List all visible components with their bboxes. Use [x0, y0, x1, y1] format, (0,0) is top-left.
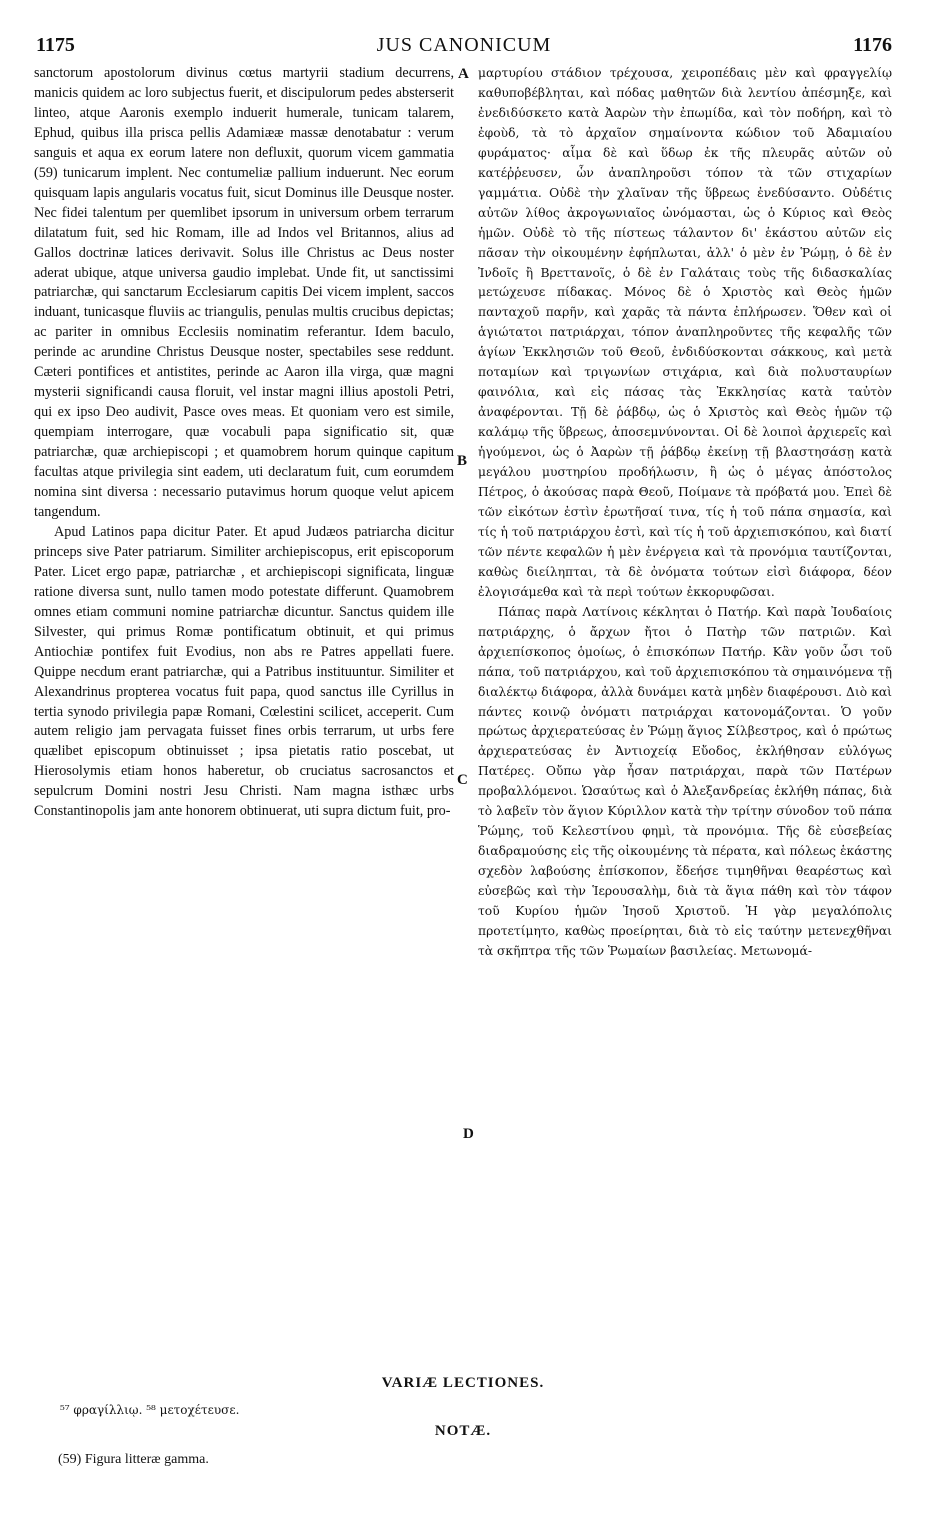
margin-marker-a: A	[458, 66, 469, 82]
page-number-left: 1175	[36, 34, 75, 56]
variae-lectiones-heading: VARIÆ LECTIONES.	[381, 1375, 545, 1391]
greek-paragraph-1: μαρτυρίου στάδιον τρέχουσα, χειροπέδαις μὲν καὶ φραγγελίῳ καθυποβέβληται, καὶ πόδας μαθητῶν διὰ λεντίου ἀπέσμηξε, καὶ ἐνεδιδύσκετο κατὰ Ἀαρὼν τὴν ἐπωμίδα, καὶ τὸν ποδήρη, καὶ τὸ ἐφοὺδ, τὰ τὸ ἀρχαῖον σημαίνοντα κώδιον τοῦ Ἀδαμιαίου φυράματος· αἷμα δὲ καὶ ὕδωρ ἐκ τῆς πλευρᾶς αὐτῶν οὐ κατέῤῥευσεν, ὧν ἀναπληροῦσι τόπον τὰ τῶν στιχαρίων γαμμάτια. Οὐδὲ τὴν χλαῖναν τῆς ὕβρεως ἐνεδύσαντο. Οὐδέτις αὐτῶν λίθος ἀκρογωνιαῖος ὠνόμασται, ὡς ὁ Κύριος καὶ Θεὸς ἡμῶν. Οὐδὲ τὸ τῆς πίστεως τάλαντον δι' ἑκάστου αὐτῶν εἰς πᾶσαν τὴν οἰκουμένην ἐφήπλωται, ἀλλ' ὁ μὲν ἐν Ῥώμῃ, ὁ δὲ ἐν Ἰνδοῖς ἢ Βρεττανοῖς, ὁ δὲ ἐν Γαλάταις τοὺς τῆς διδασκαλίας μετώχευσε πίδακας. Μόνος δὲ ὁ Χριστὸς καὶ Θεὸς ἡμῶν πανταχοῦ παρῆν, καὶ χαρᾶς τὰ πάντα ἐπλήρωσεν. Ὅθεν καὶ οἱ ἁγιώτατοι πατριάρχαι, τόπον ἀναπληροῦντες τῆς κεφαλῆς τῶν ἁγίων Ἐκκλησιῶν τοῦ Θεοῦ, ἐνδιδύσκονται σάκκους, καὶ μετὰ ποταμίων καὶ τριγωνίων στιχάρια, καὶ διὰ πολυσταυρίων φαινόλια, καὶ εἰς πάσας τὰς Ἐκκλησίας κατὰ ταὐτὸν ἀναφέρονται. Τῇ δὲ ῥάβδῳ, ὡς ὁ Χριστὸς καὶ Θεὸς ἡμῶν τῷ καλάμῳ τῆς ὕβρεως, ἀποσεμνύνονται. Οἱ δὲ λοιποὶ ἀρχιερεῖς καὶ ἡγούμενοι, ὡς ὁ Ἀαρὼν τῇ ῥάβδῳ ἐκείνῃ τῇ βλαστησάσῃ κατὰ μεγάλου μυστηρίου προδήλωσιν, ἢ ὡς ὁ μέγας ἀπόστολος Πέτρος, ὁ ἀκούσας παρὰ Θεοῦ, Ποίμανε τὰ πρόβατά μου. Ἐπεὶ δὲ τῶν εἰκότων ἐστὶν ἐρωτῆσαί τινα, τίς ἡ τοῦ πάπα σημασία, καὶ τίς ἡ τοῦ πατριάρχου ἐστὶ, καὶ τίς ἡ τοῦ ἀρχιεπισκόπου, καὶ διατί τῶν πέντε κεφαλῶν ἡ μὲν ἐνέργεια καὶ τὰ προνόμια ταυτίζονται, καθὼς διείληπται, τὰ δὲ ὀνόματα τούτων εἰσὶ διάφορα, δέον ἐλογισάμεθα καὶ τὰ περὶ τούτων ἐκκορυφῶσαι.	[478, 66, 892, 599]
page-number-right: 1176	[853, 34, 892, 56]
margin-marker-c: C	[457, 772, 468, 788]
running-title: JUS CANONICUM	[376, 34, 552, 56]
running-header	[36, 34, 892, 64]
margin-marker-b: B	[457, 453, 468, 469]
latin-paragraph-1: sanctorum apostolorum divinus cœtus martyrii stadium decurrens, manicis quidem ac loro subjectus fuerit, et discipulorum pedes absterserit linteo, atque Aaronis exemplo induerit humerale, tunicam talarem, Ephud, quibus illa prisca pellis Adamiææ massæ denotabatur : verum sanguis et aqua ex eorum latere non defluxit, quorum vicem gammatia (59) tunicarum implent. Nec contumeliæ pallium induerunt. Nec eorum quisquam lapis angularis vocatus fuit, sicut Dominus ille Deusque noster. Nec fidei talentum per quemlibet ipsorum in universum orbem terrarum dilatatum fuit, sed hic Romam, ille ad Indos vel Britannos, alius ad Gallos doctrinæ latices derivavit. Solus ille Christus ac Deus noster aderat ubique, atque universa gaudio implebat. Unde fit, ut sanctissimi patriarchæ, qui sanctarum Ecclesiarum capitis Dei vicem implent, saccos induant, tunicasque fluviis ac triangulis, penulas multis crucibus depictas; ac pariter in omnibus Ecclesiis nominatim referantur. Idem baculo, perinde ac arundine Christus Deusque noster, spectabiles sese reddunt. Cæteri pontifices et antistites, perinde ac Aaron illa virga, quæ magni mysterii significandi causa floruit, vel instar magni illius apostoli Petri, qui ex ipso Deo audivit, Pasce oves meas. Et quoniam vero est simile, quempiam interrogare, quæ vocabuli papa significatio sit, quæ patriarchæ, quæ archiepiscopi ; et quamobrem horum quinque capitum facultas atque privilegia sint eadem, uti declaratum fuit, cum eorumdem nomina sint diversa : necessario putavimus horum quoque velut apicem tangendum.	[34, 65, 454, 520]
margin-marker-d: D	[463, 1126, 474, 1142]
latin-paragraph-2: Apud Latinos papa dicitur Pater. Et apud Judæos patriarcha dicitur princeps sive Pater patriarum. Similiter archiepiscopus, erit episcoporum Pater. Licet ergo papæ, patriarchæ , et archiepiscopi significata, linguæ ratione diversa sunt, nullo tamen modo potestate differunt. Quamobrem omnes etiam communi nomine patriarchæ dicuntur. Sanctus quidem ille Silvester, qui primus Romæ pontificatum obtinuit, et qui primus Antiochiæ pontifex fuit Evodius, non abs re Patres appellati fuere. Quippe necdum erant patriarchæ, qui a Patribus instituuntur. Similiter et Alexandrinus propterea vocatus fuit papa, quod sanctus ille Cyrillus in tertia synodo privilegia papæ Romani, Cœlestini scilicet, acceperit. Cum autem religio jam pervagata fuisset fines orbis terrarum, ut urbs fere quælibet episcopum obtinuisset ; ipsa pietatis ratio poscebat, ut Hierosolymis etiam honos haberetur, ob cruciatus sacrosanctos et sepulcrum Domini nostri Jesu Christi. Nam magna isthæc urbs Constantinopolis jam ante honorem obtinuerat, uti supra dictum fuit, pro-	[34, 523, 454, 820]
footnote-59: (59) Figura litteræ gamma.	[58, 1452, 209, 1467]
variant-readings: ⁵⁷ φραγίλλιῳ. ⁵⁸ μετοχέτευσε.	[60, 1403, 240, 1417]
greek-column	[478, 64, 892, 962]
latin-column	[34, 64, 454, 822]
notae-heading: NOTÆ.	[434, 1423, 492, 1439]
greek-paragraph-2: Πάπας παρὰ Λατίνοις κέκληται ὁ Πατήρ. Καὶ παρὰ Ἰουδαίοις πατριάρχης, ὁ ἄρχων ἤτοι ὁ Πατὴρ τῶν πατριῶν. Καὶ ἀρχιεπίσκοπος ὁμοίως, ὁ ἐπισκόπων Πατήρ. Κἂν γοῦν ὦσι τοῦ πάπα, τοῦ πατριάρχου, καὶ τοῦ ἀρχιεπισκόπου τὰ σημαινόμενα τῇ διαλέκτῳ διάφορα, ἀλλὰ δυνάμει κατὰ μηδὲν διαφέρουσι. Διὸ καὶ πάντες κοινῷ ὀνόματι πατριάρχαι κατονομάζονται. Ὁ γοῦν πρώτως ἀρχιερατεύσας ἐν Ῥώμῃ ἅγιος Σίλβεστρος, καὶ ὁ πρώτως ἀρχιερατεύσας ἐν Ἀντιοχείᾳ Εὔοδος, ἐκλήθησαν εὐλόγως Πατέρες. Οὔπω γὰρ ἦσαν πατριάρχαι, παρὰ τῶν Πατέρων προβαλλόμενοι. Ὡσαύτως καὶ ὁ Ἀλεξανδρείας ἐκλήθη πάπας, διὰ τὸ λαβεῖν τὸν ἅγιον Κύριλλον κατὰ τὴν τρίτην σύνοδον τοῦ πάπα Ῥώμης, τοῦ Κελεστίνου φημὶ, τὰ προνόμια. Τῆς δὲ εὐσεβείας διαδραμούσης εἰς τῆς οἰκουμένης τὰ πέρατα, καὶ πόλεως ἑκάστης σχεδὸν λαβούσης ἐπίσκοπον, ἔδεήσε τιμηθῆναι θεαρέστως καὶ εὐσεβῶς καὶ τὴν Ἱερουσαλὴμ, διὰ τὰ ἅγια πάθη καὶ τὸν τάφον τοῦ Κυρίου ἡμῶν Ἰησοῦ Χριστοῦ. Ἡ γὰρ μεγαλόπολις προτετίμητο, καθὼς προείρηται, διὰ τὸ εἰς ταύτην μετενεχθῆναι τὰ σκῆπτρα τῆς τῶν Ῥωμαίων βασιλείας. Μετωνομά-	[478, 604, 892, 958]
